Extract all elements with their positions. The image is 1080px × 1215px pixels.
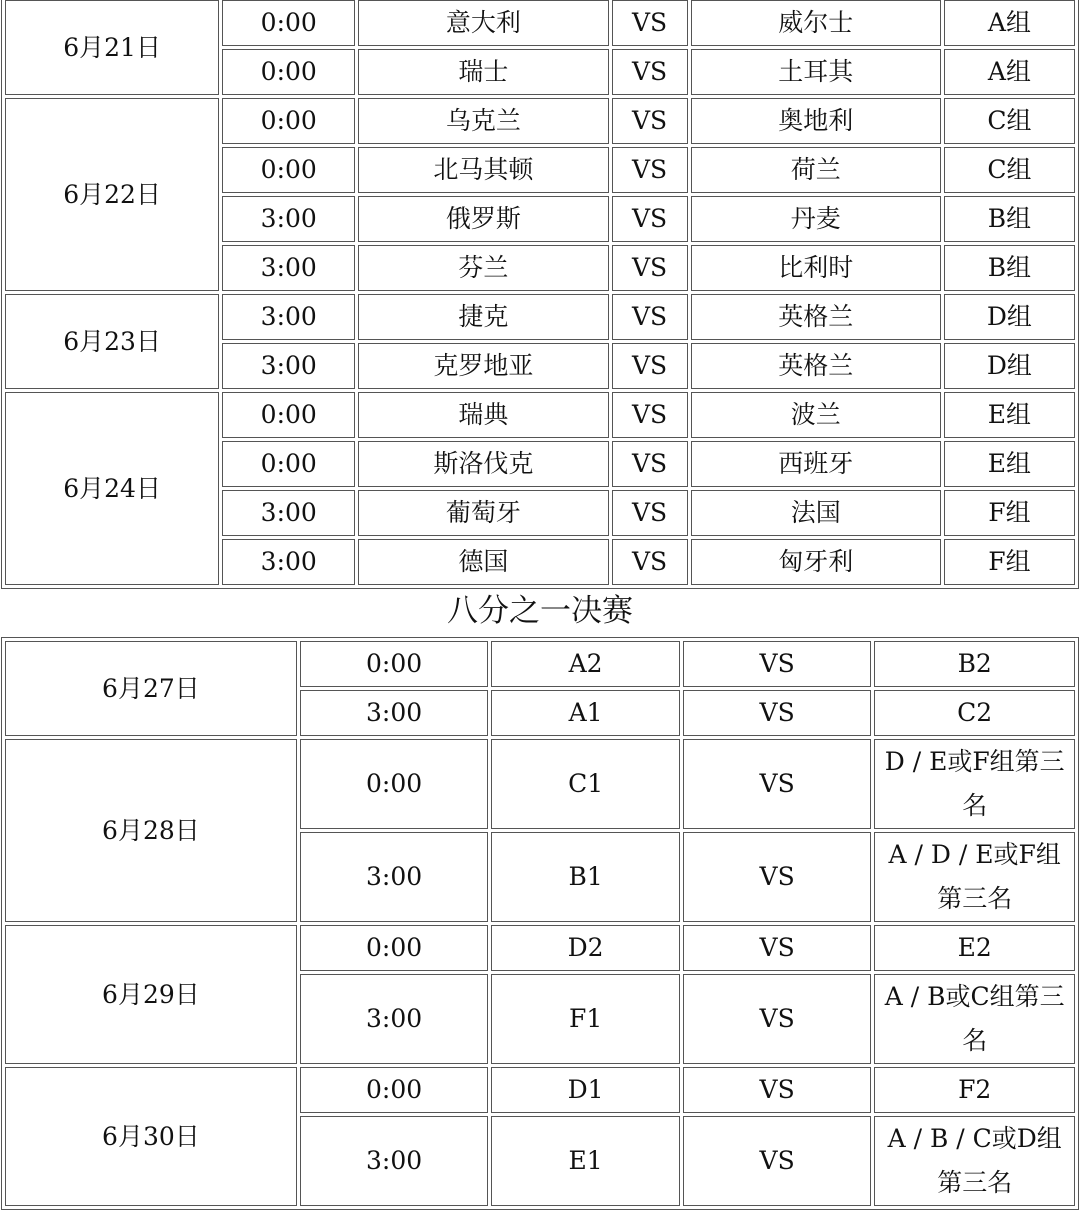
vs-label: VS: [683, 1067, 872, 1113]
match-time: 3:00: [222, 294, 355, 340]
away-team: E2: [874, 925, 1075, 971]
home-team: 葡萄牙: [358, 490, 608, 536]
group-label: B组: [944, 196, 1075, 242]
vs-label: VS: [612, 0, 688, 46]
group-label: B组: [944, 245, 1075, 291]
vs-label: VS: [612, 196, 688, 242]
match-date: 6月29日: [5, 925, 297, 1064]
away-team: F2: [874, 1067, 1075, 1113]
vs-label: VS: [612, 98, 688, 144]
match-date: 6月30日: [5, 1067, 297, 1206]
match-date: 6月21日: [5, 0, 219, 95]
group-label: C组: [944, 147, 1075, 193]
vs-label: VS: [683, 690, 872, 736]
match-time: 0:00: [222, 98, 355, 144]
match-time: 3:00: [300, 690, 489, 736]
away-team: A / B或C组第三名: [874, 974, 1075, 1064]
vs-label: VS: [683, 832, 872, 922]
away-team: A / D / E或F组第三名: [874, 832, 1075, 922]
home-team: A1: [491, 690, 680, 736]
table-row: [5, 294, 1075, 340]
away-team: 英格兰: [691, 294, 941, 340]
home-team: 瑞典: [358, 392, 608, 438]
match-time: 3:00: [222, 245, 355, 291]
match-date: 6月27日: [5, 641, 297, 736]
match-time: 0:00: [300, 1067, 489, 1113]
vs-label: VS: [683, 1116, 872, 1206]
match-time: 0:00: [222, 147, 355, 193]
match-time: 3:00: [222, 490, 355, 536]
match-date: 6月24日: [5, 392, 219, 585]
vs-label: VS: [683, 974, 872, 1064]
match-time: 0:00: [300, 925, 489, 971]
vs-label: VS: [612, 441, 688, 487]
home-team: D2: [491, 925, 680, 971]
section-title-round-of-16: 八分之一决赛: [447, 593, 633, 629]
table-row: [5, 1067, 1075, 1113]
match-time: 0:00: [222, 441, 355, 487]
away-team: 土耳其: [691, 49, 941, 95]
match-time: 0:00: [300, 739, 489, 829]
away-team: 英格兰: [691, 343, 941, 389]
away-team: A / B / C或D组第三名: [874, 1116, 1075, 1206]
vs-label: VS: [612, 245, 688, 291]
match-date: 6月28日: [5, 739, 297, 922]
vs-label: VS: [612, 343, 688, 389]
home-team: 北马其顿: [358, 147, 608, 193]
group-label: F组: [944, 539, 1075, 585]
match-date: 6月23日: [5, 294, 219, 389]
round-of-16-table: [1, 637, 1079, 1210]
table-row: [5, 392, 1075, 438]
group-label: D组: [944, 294, 1075, 340]
group-label: A组: [944, 49, 1075, 95]
home-team: 芬兰: [358, 245, 608, 291]
home-team: A2: [491, 641, 680, 687]
vs-label: VS: [612, 539, 688, 585]
match-time: 3:00: [300, 832, 489, 922]
table-row: [5, 641, 1075, 687]
match-time: 3:00: [222, 539, 355, 585]
away-team: 威尔士: [691, 0, 941, 46]
match-time: 3:00: [222, 196, 355, 242]
vs-label: VS: [683, 739, 872, 829]
home-team: E1: [491, 1116, 680, 1206]
match-time: 0:00: [300, 641, 489, 687]
match-time: 3:00: [222, 343, 355, 389]
match-time: 0:00: [222, 49, 355, 95]
table-row: [5, 0, 1075, 46]
home-team: 德国: [358, 539, 608, 585]
home-team: 意大利: [358, 0, 608, 46]
vs-label: VS: [612, 490, 688, 536]
group-label: E组: [944, 441, 1075, 487]
vs-label: VS: [683, 925, 872, 971]
match-time: 0:00: [222, 0, 355, 46]
match-date: 6月22日: [5, 98, 219, 291]
home-team: 克罗地亚: [358, 343, 608, 389]
away-team: B2: [874, 641, 1075, 687]
match-time: 3:00: [300, 1116, 489, 1206]
home-team: 乌克兰: [358, 98, 608, 144]
away-team: 波兰: [691, 392, 941, 438]
away-team: 奥地利: [691, 98, 941, 144]
match-time: 3:00: [300, 974, 489, 1064]
group-label: D组: [944, 343, 1075, 389]
home-team: 瑞士: [358, 49, 608, 95]
away-team: 法国: [691, 490, 941, 536]
vs-label: VS: [612, 294, 688, 340]
home-team: 捷克: [358, 294, 608, 340]
home-team: 俄罗斯: [358, 196, 608, 242]
home-team: B1: [491, 832, 680, 922]
table-row: [5, 739, 1075, 829]
table-row: [5, 98, 1075, 144]
group-label: A组: [944, 0, 1075, 46]
away-team: 西班牙: [691, 441, 941, 487]
vs-label: VS: [612, 392, 688, 438]
away-team: 丹麦: [691, 196, 941, 242]
table-row: [5, 925, 1075, 971]
home-team: C1: [491, 739, 680, 829]
away-team: C2: [874, 690, 1075, 736]
group-label: F组: [944, 490, 1075, 536]
away-team: D / E或F组第三名: [874, 739, 1075, 829]
home-team: F1: [491, 974, 680, 1064]
group-label: E组: [944, 392, 1075, 438]
vs-label: VS: [612, 147, 688, 193]
vs-label: VS: [683, 641, 872, 687]
away-team: 匈牙利: [691, 539, 941, 585]
match-time: 0:00: [222, 392, 355, 438]
away-team: 荷兰: [691, 147, 941, 193]
away-team: 比利时: [691, 245, 941, 291]
home-team: D1: [491, 1067, 680, 1113]
group-stage-table: [1, 0, 1079, 589]
home-team: 斯洛伐克: [358, 441, 608, 487]
vs-label: VS: [612, 49, 688, 95]
group-label: C组: [944, 98, 1075, 144]
